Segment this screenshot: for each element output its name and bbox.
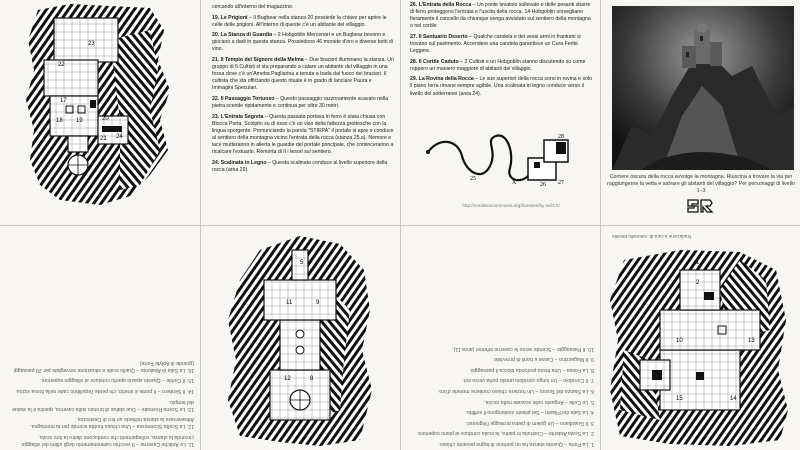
map-label: 14 <box>730 396 737 402</box>
mountain-path-map <box>410 122 594 200</box>
map-label: 26 <box>540 182 546 188</box>
map-label: 15 <box>676 396 683 402</box>
room-entry: 1. La Porta – Questa stanza ha un portone di legno pesante chiuso. <box>438 441 594 447</box>
room-body: – Il Bugbear nella stanza 20 possiede la chiave per aprire le celle delle prigioni. All'interno di queste c'è un abitante del villaggio. <box>212 14 387 28</box>
room-body: – Questa scalinata conduce al livello superiore della rocca (area 29). <box>212 159 388 173</box>
map-panel-upper-dungeon <box>0 0 200 225</box>
room-title: 19. Le Prigioni <box>212 14 248 21</box>
room-body: – Qualche candela e dei vessi armi in frantumi si trovano sul pavimento. Accendere una candela garantisce un Cura Ferite Leggere. <box>410 33 581 55</box>
svg-text:19: 19 <box>76 118 83 124</box>
room-entry: 9. Il Magazzino – Casse e barili di provviste. <box>492 356 594 363</box>
room-entry: 15. Il Cortile – Questo spazio aperto conduce al villaggio superiore. <box>40 377 194 384</box>
room-descriptions-column-1 <box>212 4 394 222</box>
path-map-graphic <box>410 122 594 200</box>
svg-text:17: 17 <box>60 98 67 104</box>
map-label: 8 <box>310 376 314 382</box>
svg-text:21: 21 <box>100 136 107 142</box>
room-title: 23. L'Entrata Segreta <box>212 113 264 120</box>
room-entry-27 <box>410 34 594 55</box>
logo-icon <box>686 198 714 214</box>
room-entry-26 <box>410 2 594 30</box>
dungeon-map <box>200 226 400 450</box>
room-entry-28 <box>410 59 594 73</box>
map-label: 28 <box>558 134 564 140</box>
room-body: – Questo passaggio razzonamente scavato nella pietra scende ripidamente e continua per oltre 30 metri. <box>212 96 389 110</box>
fold-line <box>0 225 800 226</box>
room-entry: 12. La Scelta Sconnessa – Una chiusa fredda scende per la montagna. Attraversare la stanza richiede un tiro di Destrezza. <box>30 416 194 430</box>
room-entry: 3. Il Guardiano – Un golem di pietra protegge l'ingresso. <box>465 419 594 426</box>
room-entry: 7. Il Corridoio – Un lungo corridoio umido porta verso est. <box>462 377 594 384</box>
map-panel-lower-dungeon <box>200 226 400 450</box>
room-body: – Un ponte levatoio sollevato e delle pesanti sbarre di ferro proteggono l'entrata e l'uscita della rocca. 14 Hobgoblin sorvegliano fieramente il cancello da chiunque venga avvistato sul sentiero della montagna o nel cortile. <box>410 2 591 30</box>
map-label: 1 <box>696 260 700 266</box>
room-entry: 10. Il Passaggio – Scende verso le caverne inferiori (area 11). <box>452 345 594 352</box>
map-label: 2 <box>696 280 700 286</box>
castle-on-mountain-image <box>612 6 794 170</box>
room-title: 29. La Rovina della Rocca <box>410 76 474 83</box>
room-entry: 5. Le Celle – Anguste celle scavate nella roccia. <box>484 398 594 405</box>
room-body: – Questa passata portava in ferro è stata chiusa con Blocca Porta. Scolpito su di esso c'è un viso della fattezza grottesche con la lingua sporgente. Pronunciando la parola "STIRPA" il portale si apre e conduce al sentiero della montagna vicino l'entrata della rocca (stanza 25.a). Nemore e lace mutteranno in allerta le guardie del portale principale, che cominceranno a ricalcare l'estuario. Remorta di lì i tesori sul sentiero. <box>212 113 394 156</box>
map-label: 10 <box>676 338 683 344</box>
room-title: 26. L'Entrata della Rocca <box>410 2 472 8</box>
map-label: 25 <box>470 176 476 182</box>
map-label: 12 <box>284 376 291 382</box>
room-entry: 14. Il Sentiero – Il ponte è stretto; chi perde l'equilibrio cade nella fossa vicina. <box>15 387 194 394</box>
room-entry-22 <box>212 96 394 110</box>
room-entry: 4. La Sala dei Pilastri – Sei pilastri sostengono il soffitto. <box>465 409 594 416</box>
map-panel-entrance-dungeon <box>600 244 800 450</box>
room-title: 22. Il Passaggio Tortuoso <box>212 96 275 103</box>
map-label: 9 <box>316 300 320 306</box>
room-entry: 2. La Scala Ardente – Costruita in pietra, la scala conduce al piano superiore. <box>416 430 594 437</box>
map-label: 27 <box>558 180 564 186</box>
room-entry: 11. Le Antiche Caverne – Il vecchio camminamento degli ultimi del villaggio circonda la stanza, collegamenti che conducono dietro la loro scala. <box>21 433 194 447</box>
room-body: – Due bracieri illuminano la stanza. Un gruppo di 5 Cultisti si sta preparando a calare un abitante del villaggio in una fossa dove c'è un'Ameba Pagliarina a tenuta a bada dal fuoco dei bracieri. Il cultista che sta officiando questo rituale è in grado di lanciare Paura e Immagini Speculari. <box>212 57 394 92</box>
svg-text:20: 20 <box>102 116 109 122</box>
translation-credit: Traduzione a cura di: Antonello Morello <box>612 234 692 239</box>
cover-illustration <box>612 6 794 170</box>
room-title: 20. La Stanza di Guardia <box>212 32 272 39</box>
dungeon-map <box>0 0 200 225</box>
cover-caption: Corriere oscura della rocca avvolge la montagna. Riuscirai a trovare la via per raggiungerne la vetta e salvare gli abitanti del villaggio? Per personaggi di livello 1–3 <box>607 174 795 194</box>
map-label: 11 <box>286 300 293 306</box>
room-entry-29 <box>410 76 594 97</box>
room-body: – Le sue superiori della rocca sono in rovina e solo il piano terra rimane sempre agibile. Una scalinata in legno conduce verso il livello dei sotterranei (area 24). <box>410 76 592 97</box>
room-body: – 2 Cultisti e un Hobgoblin stanno discutendo su come ruppero un maniero maggiore di abitanti del villaggio. <box>410 58 586 72</box>
map-label: X <box>512 180 517 186</box>
room-entry-19 <box>212 15 394 29</box>
room-title: 21. Il Tempio del Signore della Melma <box>212 57 304 64</box>
room-entry-20 <box>212 32 394 53</box>
room-title: 27. Il Santuario Deserto <box>410 33 468 40</box>
svg-text:24: 24 <box>116 134 123 140</box>
upside-down-text-column-a <box>8 229 194 447</box>
svg-text:23: 23 <box>88 41 95 47</box>
intro-text: cercando all'interno del magazzino. <box>212 4 294 10</box>
map-label: 13 <box>748 338 755 344</box>
room-descriptions-column-2 <box>410 2 594 122</box>
room-entry-24 <box>212 160 394 174</box>
svg-text:22: 22 <box>58 62 65 68</box>
room-entry: 13. Le Scene Rovinate – Due statue di bronzo sulla caverna, questa è la statue del tempio. <box>12 398 194 412</box>
license-url: http://creditsoncommons.org/licenses/by-sa/3.0/ <box>462 203 560 208</box>
upside-down-text-column-b <box>408 229 594 447</box>
room-title: 28. Il Cortile Caduto <box>410 58 459 65</box>
publisher-logo <box>686 198 714 214</box>
room-entry-23 <box>212 114 394 157</box>
room-entry: 16. La Sala di Abalonia – Quello scale e situazione sorveglate per 20 passaggi (grande di Aplyte Forte). <box>13 359 194 373</box>
svg-text:18: 18 <box>56 118 63 124</box>
map-label: 5 <box>300 260 304 266</box>
room-entry-21 <box>212 57 394 92</box>
room-title: 24. Scalinata in Legno <box>212 159 267 166</box>
room-body: – 2 Hobgoblin Mercenari e un Bugbear bevono e giocano a dadi in questa stanza. Possiedono 46 monete d'oro e diverse botti di vino. <box>212 32 393 53</box>
dungeon-map <box>600 244 800 450</box>
room-entry: 8. La Fossa – Una fossa profonda blocca il passaggio. <box>469 366 594 373</box>
room-entry: 6. La Stanza del Tesoro – Un forziere chiuso contiene monete d'oro. <box>437 388 594 395</box>
